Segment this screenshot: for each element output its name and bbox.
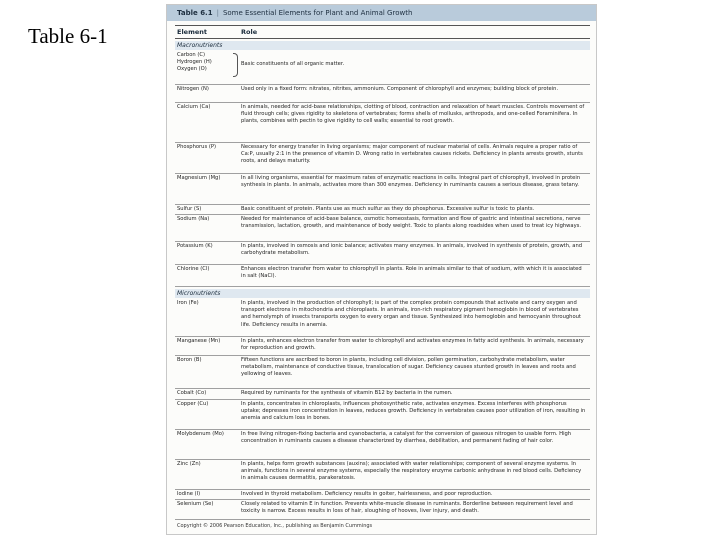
table-row <box>175 143 590 174</box>
role-cell: In all living organisms, essential for maximum rates of enzymatic reactions in cells. Integral part of chlorophyll, involved in protein synthesis in plants. In animals, activates more than 300 enzymes. Deficiency in ruminants causes a serious disease, grass tetany. <box>241 175 581 189</box>
header-element: Element <box>177 28 207 36</box>
section-macronutrients: Macronutrients <box>175 41 590 50</box>
role-cell: Fifteen functions are ascribed to boron in plants, including cell division, pollen germination, carbohydrate metabolism, water metabolism, maintenance of conductive tissue, translocation of sugar. Deficiency causes stunted growth in leaves and roots and yellowing of leaves. <box>241 357 576 378</box>
table-row <box>175 400 590 430</box>
role-cell: In animals, needed for acid-base relationships, clotting of blood, contraction and relaxation of heart muscles. Controls movement of fluid through cells; gives rigidity to skeletons of vertebrates; forms shells of mollusks, arthropods, and one-celled Foraminifera. In plants, combines with pectin to give rigidity to cell walls; essential to root growth. <box>241 104 585 125</box>
table-row <box>175 85 590 103</box>
table-row <box>175 174 590 205</box>
element-cell: Potassium (K) <box>177 243 213 249</box>
role-cell: Necessary for energy transfer in living organisms; major component of nuclear material of cells. Animals require a proper ratio of Ca:P, usually 2:1 in the presence of vitamin D. Wrong ratio in vertebrates causes rickets. Deficiency in plants arrests growth, stunts roots, and delays maturity. <box>241 144 583 165</box>
element-cell: Sulfur (S) <box>177 206 202 212</box>
role-cell: Enhances electron transfer from water to chlorophyll in plants. Role in animals similar to that of sodium, with which it is associated in salt (NaCl). <box>241 266 582 280</box>
element-cell: Nitrogen (N) <box>177 86 209 92</box>
slide-title: Table 6-1 <box>28 24 108 48</box>
element-cell: Calcium (Ca) <box>177 104 211 110</box>
caption-title: Some Essential Elements for Plant and Animal Growth <box>222 9 413 17</box>
role-cell: In plants, involved in the production of chlorophyll; is part of the complex protein compounds that activate and carry oxygen and transport electrons in mitochondria and chloroplasts. In animals, iron-rich respiratory pigment hemoglobin in blood of vertebrates and hemolymph of insects transports oxygen to every organ and tissue. Synthesized into hemoglobin and hemocyanin throughout life. Deficiency results in anemia. <box>241 300 581 328</box>
table-page <box>166 4 597 535</box>
table-row <box>175 215 590 242</box>
role-cell: Required by ruminants for the synthesis of vitamin B12 by bacteria in the rumen. <box>241 390 453 396</box>
table-row <box>175 337 590 356</box>
table-row <box>175 265 590 287</box>
element-cell: Copper (Cu) <box>177 401 209 407</box>
role-cell: In free living nitrogen-fixing bacteria and cyanobacteria, a catalyst for the conversion of gaseous nitrogen to usable form. High concentration in ruminants causes a disease characterized by diarrhea, debilitation, and permanent fading of hair color. <box>241 431 572 445</box>
role-cell: Used only in a fixed form: nitrates, nitrites, ammonium. Component of chlorophyll and enzymes; building block of protein. <box>241 86 559 92</box>
header-role: Role <box>241 28 258 36</box>
role-cell: In plants, involved in osmosis and ionic balance; activates many enzymes. In animals, involved in synthesis of protein, growth, and carbohydrate metabolism. <box>241 243 583 257</box>
role-cell: Involved in thyroid metabolism. Deficiency results in goiter, hairlessness, and poor reproduction. <box>241 491 493 497</box>
column-headers <box>175 25 590 39</box>
element-cell: Chlorine (Cl) <box>177 266 210 272</box>
element-cell: Iodine (I) <box>177 491 201 497</box>
element-cell: Sodium (Na) <box>177 216 210 222</box>
table-row <box>175 500 590 520</box>
table-row <box>175 299 590 337</box>
element-cell: Phosphorus (P) <box>177 144 216 150</box>
element-cell: Boron (B) <box>177 357 202 363</box>
role-cell: Basic constituents of all organic matter. <box>241 61 345 67</box>
copyright-notice: Copyright © 2006 Pearson Education, Inc., publishing as Benjamin Cummings <box>177 523 373 529</box>
table-row <box>175 356 590 389</box>
role-cell: Closely related to vitamin E in function. Prevents white-muscle disease in ruminants. Borderline between requirement level and toxicity is narrow. Excess results in loss of hair, sloughing of hooves, liver injury, and death. <box>241 501 573 515</box>
role-cell: Basic constituent of protein. Plants use as much sulfur as they do phosphorus. Excessive sulfur is toxic to plants. <box>241 206 535 212</box>
table-row <box>175 460 590 490</box>
element-cell: Selenium (Se) <box>177 501 214 507</box>
table-row <box>175 389 590 400</box>
table-row <box>175 490 590 500</box>
table-row <box>175 205 590 215</box>
section-micronutrients: Micronutrients <box>175 289 590 298</box>
table-row <box>175 103 590 143</box>
role-cell: In plants, helps form growth substances (auxins); associated with water relationships; component of several enzyme systems. In animals, functions in several enzyme systems, especially the respiratory enzyme carbonic anhydrase in red blood cells. Deficiency in animals causes dermatitis, parakeratosis. <box>241 461 582 482</box>
table-row <box>175 51 590 85</box>
element-cell: Manganese (Mn) <box>177 338 221 344</box>
element-cell: Zinc (Zn) <box>177 461 201 467</box>
element-cell: Iron (Fe) <box>177 300 199 306</box>
element-cell: Carbon (C) Hydrogen (H) Oxygen (O) <box>177 52 212 73</box>
role-cell: In plants, enhances electron transfer from water to chlorophyll and activates enzymes in fatty acid synthesis. In animals, necessary for reproduction and growth. <box>241 338 584 352</box>
table-row <box>175 242 590 265</box>
role-cell: Needed for maintenance of acid-base balance, osmotic homeostasis, formation and flow of gastric and intestinal secretions, nerve transmission, lactation, growth, and maintenance of body weight. Toxic to plants along roadsides when used to treat icy highways. <box>241 216 581 230</box>
role-cell: In plants, concentrates in chloroplasts, influences photosynthetic rate, activates enzymes. Excess interferes with phosphorus uptake; depresses iron concentration in leaves, reduces growth. Deficiency in vertebrates causes poor utilization of iron, resulting in anemia and calcium loss in bones. <box>241 401 586 422</box>
table-caption: Table 6.1 | Some Essential Elements for Plant and Animal Growth <box>167 5 596 21</box>
element-cell: Magnesium (Mg) <box>177 175 221 181</box>
brace-icon <box>233 53 238 77</box>
caption-label: Table 6.1 <box>177 9 213 17</box>
table-row <box>175 430 590 460</box>
element-cell: Molybdenum (Mo) <box>177 431 224 437</box>
element-cell: Cobalt (Co) <box>177 390 207 396</box>
